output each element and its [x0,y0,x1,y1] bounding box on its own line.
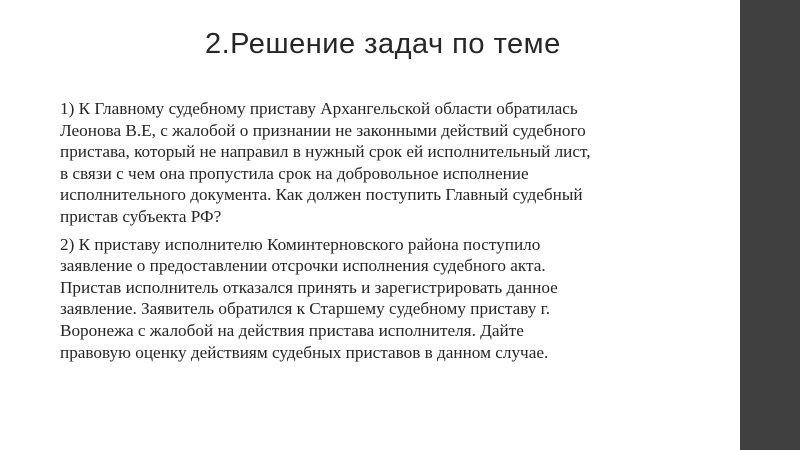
task-2-line: 2) К приставу исполнителю Коминтерновского района поступило [60,234,541,254]
slide-title: 2.Решение задач по теме [205,28,561,60]
task-1-line: исполнительного документа. Как должен поступить Главный судебный [60,185,583,205]
task-1-line: пристав субъекта РФ? [60,206,222,226]
task-paragraph-1 [60,98,730,228]
task-1-line: 1) К Главному судебному приставу Архангельской области обратилась [60,99,578,118]
task-1-line: Леонова В.Е, с жалобой о признании не законными действий судебного [60,120,586,140]
task-1-line: пристава, который не направил в нужный срок ей исполнительный лист, [60,142,591,162]
task-2-line: заявление о предоставлении отсрочки исполнения судебного акта. [60,256,546,276]
task-1-line: в связи с чем она пропустила срок на добровольное исполнение [60,163,529,183]
decorative-side-bar [740,0,800,450]
task-2-line: правовую оценку действиям судебных приставов в данном случае. [60,342,549,362]
task-2-line: Воронежа с жалобой на действия пристава исполнителя. Дайте [60,320,524,340]
task-2-line: Пристав исполнитель отказался принять и зарегистрировать данное [60,277,558,297]
slide-body [60,98,730,369]
task-2-line: заявление. Заявитель обратился к Старшему судебному приставу г. [60,299,551,319]
task-paragraph-2 [60,234,730,364]
